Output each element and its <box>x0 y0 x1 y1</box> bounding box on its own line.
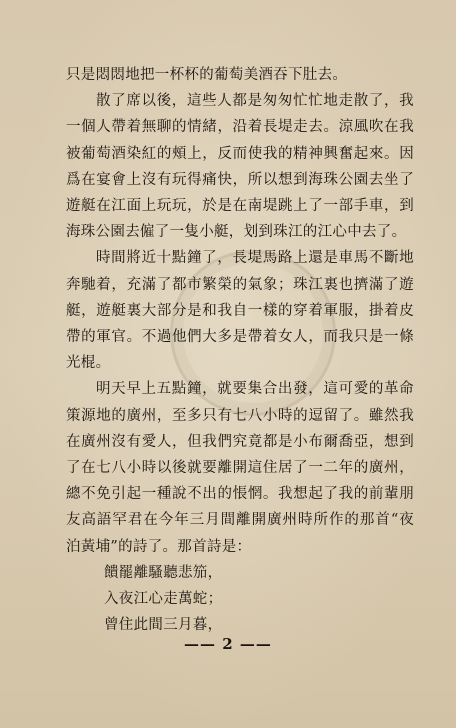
paragraph-3: 時間將近十點鐘了，長堤馬路上還是車馬不斷地奔馳着，充滿了都市繁榮的氣象；珠江裏也擠滿了遊艇，遊艇裏大部分是和我自一樣的穿着軍服，掛着皮帶的軍官。不過他們大多是帶着女人，而我只是一條光棍。 <box>66 250 414 372</box>
page-number: —— 2 —— <box>184 635 272 653</box>
poem-line-3: 曾住此間三月暮， <box>104 617 223 634</box>
body-text <box>66 62 414 638</box>
paragraph-4: 明天早上五點鐘，就要集合出發，這可愛的革命策源地的廣州，至多只有七八小時的逗留了。雖然我在廣州沒有愛人，但我們究竟都是小布爾喬亞，想到了在七八小時以後就要離開這住居了一二年的廣州，總不免引起一種說不出的悵惘。我想起了我的前輩朋友高語罕君在今年三月間離開廣州時所作的那首“夜泊黃埔”的詩了。那首詩是： <box>66 381 414 555</box>
paragraph-2: 散了席以後，這些人都是匆匆忙忙地走散了，我一個人帶着無聊的情緒，沿着長堤走去。涼風吹在我被葡萄酒染紅的頰上，反而使我的精神興奮起來。因爲在宴會上沒有玩得痛快，所以想到海珠公園去坐了遊艇在江面上玩玩，於是在南堤跳上了一部手車，到海珠公園去僱了一隻小艇，划到珠江的江心中去了。 <box>66 93 414 241</box>
poem <box>66 560 414 639</box>
poem-line-2: 入夜江心走萬蛇； <box>104 591 223 608</box>
paragraph-1: 只是悶悶地把一杯杯的葡萄美酒吞下肚去。 <box>66 67 348 83</box>
poem-line-1: 饋罷離騷聽悲笳， <box>104 564 223 581</box>
